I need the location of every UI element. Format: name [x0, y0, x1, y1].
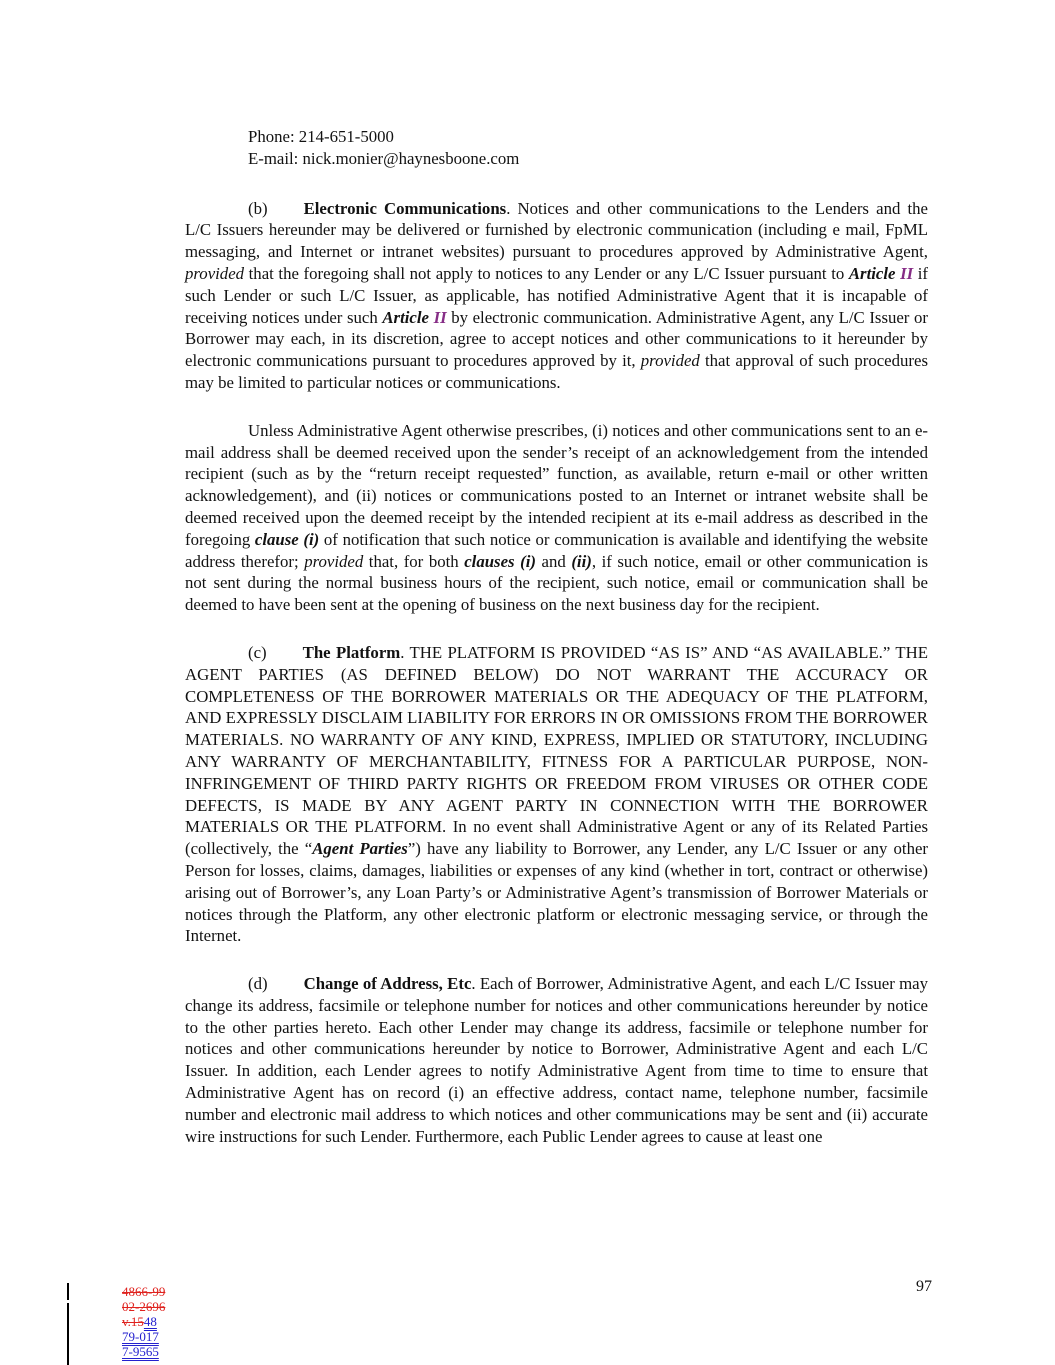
text-run: Change of Address, Etc	[303, 974, 472, 994]
contact-block	[248, 126, 928, 170]
change-bar-segment	[67, 1283, 69, 1300]
contact-phone: Phone: 214-651-5000	[248, 127, 394, 146]
text-run: Unless Administrative Agent otherwise prescribes, (i) notices and other communications sent to an e-mail address shall be deemed received upon the sender’s receipt of an acknowledgement from the intended recipient (such as by the “return receipt requested” function, as available, return e-mail or other written acknowledgement), and (ii) notices or communications posted to an Internet or intranet website shall be deemed received upon the deemed receipt by the intended recipient at its e-mail address as described in the foregoing	[185, 420, 928, 549]
revision-mark-line	[122, 1314, 165, 1329]
text-run: that, for both	[363, 551, 465, 571]
text-run: that the foregoing shall not apply to notices to any Lender or any L/C Issuer pursuant to	[244, 263, 849, 283]
article-ii-link[interactable]: II	[433, 307, 447, 327]
text-run: , if such notice, email or other communication is not sent during the normal business hours of the recipient, such notice, email or communication shall be deemed to have been sent at the opening of business on the next business day for the recipient.	[185, 551, 928, 615]
text-run: if such Lender or such L/C Issuer, as applicable, has notified Administrative Agent that it is incapable of receiving notices under such	[185, 263, 928, 327]
paragraph-deemed-receipt	[185, 420, 928, 616]
text-run: that approval of such procedures may be limited to particular notices or communications.	[185, 351, 928, 392]
article-ii-link[interactable]: II	[900, 263, 914, 283]
text-run: by electronic communication. Administrative Agent, any L/C Issuer or Borrower may each, in its discretion, agree to accept notices and other communications to it hereunder by electronic communications pursuant to procedures approved by it,	[185, 307, 928, 371]
text-run: and	[535, 551, 572, 571]
text-run: Article	[382, 307, 434, 327]
text-run: . THE PLATFORM IS PROVIDED “AS IS” AND “AS AVAILABLE.” THE AGENT PARTIES (AS DEFINED BELOW) DO NOT WARRANT THE ACCURACY OR COMPLETENESS OF THE BORROWER MATERIALS OR THE ADEQUACY OF THE PLATFORM, AND EXPRESSLY DISCLAIM LIABILITY FOR ERRORS IN OR OMISSIONS FROM THE BORROWER MATERIALS. NO WARRANTY OF ANY KIND, EXPRESS, IMPLIED OR STATUTORY, INCLUDING ANY WARRANTY OF MERCHANTABILITY, FITNESS FOR A PARTICULAR PURPOSE, NON-INFRINGEMENT OF THIRD PARTY RIGHTS OR FREEDOM FROM VIRUSES OR OTHER CODE DEFECTS, IS MADE BY ANY AGENT PARTY IN CONNECTION WITH THE BORROWER MATERIALS OR THE PLATFORM. In no event shall Administrative Agent or any of its Related Parties (collectively, the “	[185, 642, 928, 859]
text-run: 4866-99	[122, 1284, 166, 1299]
text-run: provided	[304, 551, 364, 571]
text-run: (b)	[248, 198, 268, 218]
revision-mark-line	[122, 1329, 165, 1344]
text-run: 02-2696	[122, 1299, 166, 1314]
revision-mark-line	[122, 1344, 165, 1359]
paragraph-the-platform	[185, 642, 928, 947]
text-run: clause (i)	[254, 529, 320, 549]
text-run: v.15	[122, 1314, 144, 1329]
text-run: 7-9565	[122, 1344, 159, 1359]
text-run: 79-017	[122, 1329, 159, 1344]
paragraph-electronic-communications	[185, 198, 928, 394]
page-number: 97	[916, 1278, 932, 1295]
document-body	[185, 126, 928, 1173]
text-run: . Each of Borrower, Administrative Agent, and each L/C Issuer may change its address, facsimile or telephone number for notices and other communications hereunder by notice to the other parties hereto. Each other Lender may change its address, facsimile or telephone number for notices and other communications hereunder by notice to Borrower, Administrative Agent and each L/C Issuer. In addition, each Lender agrees to notify Administrative Agent from time to time to ensure that Administrative Agent has on record (i) an effective address, contact name, telephone number, facsimile number and electronic mail address to which notices and other communications may be sent and (ii) accurate wire instructions for such Lender. Furthermore, each Public Lender agrees to cause at least one	[185, 974, 928, 1146]
text-run: Electronic Communications	[303, 198, 507, 218]
text-run: . Notices and other communications to the Lenders and the L/C Issuers hereunder may be delivered or furnished by electronic communication (including e mail, FpML messaging, and Internet or intranet websites) pursuant to procedures approved by Administrative Agent,	[185, 198, 929, 262]
paragraph-change-of-address	[185, 973, 928, 1147]
text-run: provided	[640, 351, 700, 371]
text-run: 48	[143, 1314, 157, 1329]
revision-marks	[122, 1284, 165, 1359]
text-run: The Platform	[302, 642, 401, 662]
text-run: provided	[185, 263, 245, 283]
revision-mark-line	[122, 1284, 165, 1299]
text-run: ”) have any liability to Borrower, any Lender, any L/C Issuer or any other Person for losses, claims, damages, liabilities or expenses of any kind (whether in tort, contract or otherwise) arising out of Borrower’s, any Loan Party’s or Administrative Agent’s transmission of Borrower Materials or notices through the Platform, any other electronic platform or electronic messaging service, or through the Internet.	[185, 839, 928, 946]
revision-mark-line	[122, 1299, 165, 1314]
contact-email: E-mail: nick.monier@haynesboone.com	[248, 148, 520, 168]
text-run: of notification that such notice or communication is available and identifying the website address therefor;	[185, 529, 928, 571]
change-bar-segment	[67, 1303, 69, 1365]
text-run: clauses (i)	[464, 551, 536, 571]
text-run: Article	[848, 263, 901, 283]
text-run: Agent Parties	[312, 839, 408, 859]
text-run: (c)	[248, 642, 267, 662]
text-run: (d)	[248, 974, 268, 994]
text-run: (ii)	[571, 551, 592, 571]
